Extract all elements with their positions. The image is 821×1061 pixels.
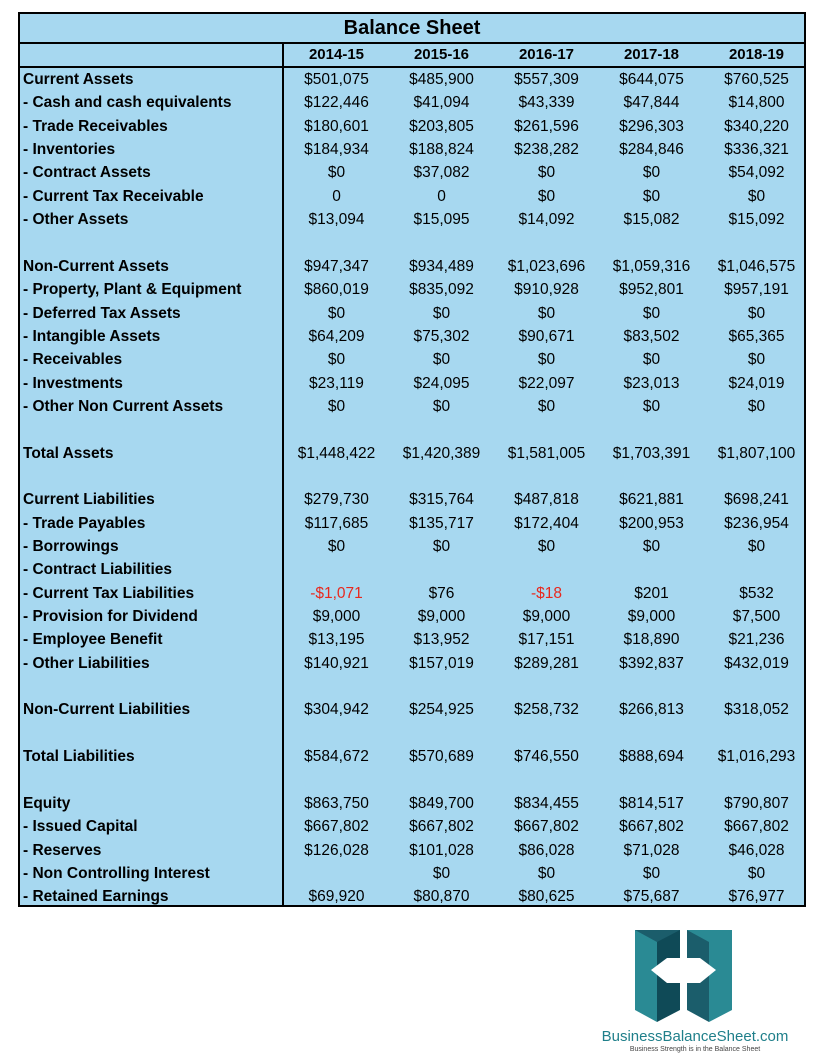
row-label: - Employee Benefit: [23, 631, 163, 649]
row-value-2017-18: $71,028: [623, 841, 680, 859]
year-header-2015-16: 2015-16: [413, 46, 470, 63]
row-value-2016-17: $86,028: [518, 841, 575, 859]
row-value-2017-18: $9,000: [627, 608, 676, 626]
row-value-2015-16: $1,420,389: [402, 444, 481, 462]
table-row: [20, 722, 804, 745]
row-value-2017-18: $952,801: [619, 281, 684, 299]
table-row: [20, 815, 804, 838]
row-value-2015-16: $849,700: [409, 794, 474, 812]
row-label: - Issued Capital: [23, 818, 138, 836]
table-row: [20, 885, 804, 908]
row-value-2016-17: $746,550: [514, 748, 579, 766]
row-label: - Other Liabilities: [23, 654, 150, 672]
row-value-2014-15: $0: [327, 304, 346, 322]
row-value-2014-15: $279,730: [304, 491, 369, 509]
table-row: [20, 68, 804, 91]
row-value-2014-15: $947,347: [304, 257, 369, 275]
row-value-2018-19: $65,365: [728, 327, 785, 345]
row-value-2015-16: $37,082: [413, 164, 470, 182]
row-value-2015-16: $0: [432, 304, 451, 322]
table-row: [20, 839, 804, 862]
row-value-2014-15: $126,028: [304, 841, 369, 859]
row-value-2017-18: $0: [642, 397, 661, 415]
row-value-2016-17: $1,023,696: [507, 257, 586, 275]
row-value-2018-19: $1,016,293: [717, 748, 796, 766]
row-value-2017-18: $0: [642, 864, 661, 882]
table-row: [20, 652, 804, 675]
row-value-2015-16: $203,805: [409, 117, 474, 135]
row-value-2018-19: $336,321: [724, 141, 789, 159]
row-label: Non-Current Assets: [23, 257, 169, 275]
row-value-2018-19: $957,191: [724, 281, 789, 299]
row-label: - Borrowings: [23, 538, 119, 555]
row-value-2014-15: $304,942: [304, 701, 369, 719]
row-label: - Other Assets: [23, 211, 129, 229]
row-label: - Intangible Assets: [23, 327, 161, 345]
table-row: [20, 138, 804, 161]
row-value-2017-18: $392,837: [619, 654, 684, 672]
row-value-2017-18: $23,013: [623, 374, 680, 392]
row-value-2016-17: $90,671: [518, 327, 575, 345]
row-value-2018-19: $0: [747, 351, 766, 369]
table-row: [20, 91, 804, 114]
row-value-2017-18: $284,846: [619, 141, 684, 159]
table-row: [20, 605, 804, 628]
row-value-2018-19: $1,807,100: [717, 444, 796, 462]
table-row: [20, 745, 804, 768]
row-label: - Trade Receivables: [23, 117, 168, 135]
row-value-2015-16: $80,870: [413, 888, 470, 906]
row-value-2016-17: $22,097: [518, 374, 575, 392]
row-value-2015-16: $15,095: [413, 211, 470, 229]
row-value-2016-17: $0: [537, 864, 556, 882]
table-row: [20, 115, 804, 138]
row-value-2015-16: $315,764: [409, 491, 474, 509]
row-value-2018-19: $667,802: [724, 818, 789, 836]
table-row: [20, 255, 804, 278]
row-value-2014-15: $13,195: [308, 631, 365, 649]
year-header-2018-19: 2018-19: [728, 46, 785, 63]
row-label: Non-Current Liabilities: [23, 701, 191, 719]
row-value-2014-15: $0: [327, 538, 346, 555]
row-value-2017-18: $1,703,391: [612, 444, 691, 462]
row-label: - Reserves: [23, 841, 102, 859]
row-value-2017-18: $667,802: [619, 818, 684, 836]
row-value-2017-18: $296,303: [619, 117, 684, 135]
row-value-2018-19: $1,046,575: [717, 257, 796, 275]
year-header-row: [20, 44, 804, 68]
row-value-2014-15: $0: [327, 351, 346, 369]
row-value-2017-18: $644,075: [619, 71, 684, 88]
row-value-2018-19: $0: [747, 864, 766, 882]
row-value-2015-16: $76: [428, 584, 455, 602]
row-value-2018-19: $340,220: [724, 117, 789, 135]
row-value-2018-19: $790,807: [724, 794, 789, 812]
row-value-2016-17: $557,309: [514, 71, 579, 88]
row-value-2014-15: $122,446: [304, 94, 369, 112]
row-value-2014-15: $667,802: [304, 818, 369, 836]
row-value-2018-19: $0: [747, 397, 766, 415]
row-label: - Contract Liabilities: [23, 561, 172, 579]
row-value-2016-17: $17,151: [518, 631, 575, 649]
row-value-2015-16: $157,019: [409, 654, 474, 672]
table-row: [20, 325, 804, 348]
table-row: [20, 488, 804, 511]
table-row: [20, 372, 804, 395]
row-value-2018-19: $46,028: [728, 841, 785, 859]
row-value-2014-15: $69,920: [308, 888, 365, 906]
row-label: Current Liabilities: [23, 491, 155, 509]
row-value-2014-15: $1,448,422: [297, 444, 376, 462]
row-value-2017-18: $201: [634, 584, 669, 602]
row-label: - Deferred Tax Assets: [23, 304, 181, 322]
row-value-2016-17: $14,092: [518, 211, 575, 229]
row-label: - Other Non Current Assets: [23, 397, 224, 415]
row-value-2016-17: $238,282: [514, 141, 579, 159]
row-label: - Property, Plant & Equipment: [23, 281, 242, 299]
row-value-2016-17: $261,596: [514, 117, 579, 135]
year-header-2014-15: 2014-15: [308, 46, 365, 63]
table-row: [20, 442, 804, 465]
row-value-2015-16: $0: [432, 864, 451, 882]
row-label: - Provision for Dividend: [23, 608, 198, 626]
table-row: [20, 628, 804, 651]
row-label: Total Liabilities: [23, 748, 135, 766]
row-value-2014-15: $9,000: [312, 608, 361, 626]
table-row: [20, 582, 804, 605]
row-value-2014-15: $13,094: [308, 211, 365, 229]
row-value-2016-17: $172,404: [514, 514, 579, 532]
table-row: [20, 208, 804, 231]
row-value-2017-18: $15,082: [623, 211, 680, 229]
row-value-2015-16: $0: [432, 351, 451, 369]
row-value-2014-15: $64,209: [308, 327, 365, 345]
row-value-2018-19: $0: [747, 538, 766, 555]
row-value-2018-19: $14,800: [728, 94, 785, 112]
row-value-2017-18: $75,687: [623, 888, 680, 906]
row-value-2016-17: $9,000: [522, 608, 571, 626]
row-value-2014-15: 0: [332, 187, 341, 205]
row-value-2017-18: $200,953: [619, 514, 684, 532]
row-value-2015-16: $254,925: [409, 701, 474, 719]
row-value-2015-16: $13,952: [413, 631, 470, 649]
table-row: [20, 348, 804, 371]
row-label: - Current Tax Receivable: [23, 187, 204, 205]
row-label: Total Assets: [23, 444, 114, 462]
row-value-2014-15: $584,672: [304, 748, 369, 766]
table-row: [20, 161, 804, 184]
table-row: [20, 418, 804, 441]
row-value-2016-17: $487,818: [514, 491, 579, 509]
row-value-2017-18: $1,059,316: [612, 257, 691, 275]
row-value-2016-17: $0: [537, 397, 556, 415]
row-value-2017-18: $47,844: [623, 94, 680, 112]
row-value-2015-16: $135,717: [409, 514, 474, 532]
row-value-2018-19: $7,500: [732, 608, 781, 626]
row-value-2015-16: $570,689: [409, 748, 474, 766]
row-value-2014-15: -$1,071: [310, 584, 363, 602]
row-value-2018-19: $21,236: [728, 631, 785, 649]
row-label: - Contract Assets: [23, 164, 151, 182]
row-value-2015-16: $0: [432, 397, 451, 415]
row-value-2018-19: $24,019: [728, 374, 785, 392]
table-row: [20, 395, 804, 418]
row-label: - Trade Payables: [23, 514, 146, 532]
balance-sheet-table: [18, 12, 806, 907]
row-value-2016-17: $0: [537, 187, 556, 205]
table-row: [20, 465, 804, 488]
row-value-2017-18: $888,694: [619, 748, 684, 766]
sheet-title: Balance Sheet: [20, 14, 804, 44]
row-label: - Investments: [23, 374, 123, 392]
row-value-2015-16: $41,094: [413, 94, 470, 112]
table-row: [20, 558, 804, 581]
row-value-2017-18: $0: [642, 351, 661, 369]
table-row: [20, 535, 804, 558]
row-value-2016-17: $910,928: [514, 281, 579, 299]
logo-tagline: Business Strength is in the Balance Sheet: [629, 1046, 761, 1053]
row-value-2015-16: $835,092: [409, 281, 474, 299]
row-label: - Receivables: [23, 351, 123, 369]
table-row: [20, 698, 804, 721]
row-label: - Inventories: [23, 141, 116, 159]
row-value-2016-17: $258,732: [514, 701, 579, 719]
table-row: [20, 792, 804, 815]
row-value-2017-18: $18,890: [623, 631, 680, 649]
row-value-2016-17: $0: [537, 538, 556, 555]
row-value-2015-16: $188,824: [409, 141, 474, 159]
row-label: - Retained Earnings: [23, 888, 169, 906]
row-value-2016-17: $834,455: [514, 794, 579, 812]
table-row: [20, 278, 804, 301]
row-label: - Cash and cash equivalents: [23, 94, 232, 112]
row-value-2017-18: $0: [642, 538, 661, 555]
row-value-2014-15: $184,934: [304, 141, 369, 159]
row-value-2018-19: $432,019: [724, 654, 789, 672]
row-value-2015-16: $0: [432, 538, 451, 555]
row-value-2018-19: $532: [739, 584, 774, 602]
row-value-2017-18: $621,881: [619, 491, 684, 509]
row-value-2015-16: $9,000: [417, 608, 466, 626]
row-value-2014-15: $23,119: [309, 374, 364, 392]
row-value-2016-17: -$18: [530, 584, 563, 602]
row-value-2017-18: $83,502: [623, 327, 680, 345]
table-row: [20, 769, 804, 792]
row-value-2018-19: $236,954: [724, 514, 789, 532]
table-row: [20, 231, 804, 254]
row-value-2014-15: $0: [327, 397, 346, 415]
row-value-2016-17: $289,281: [514, 654, 579, 672]
table-row: [20, 512, 804, 535]
table-row: [20, 675, 804, 698]
row-label: - Current Tax Liabilities: [23, 584, 195, 602]
row-value-2018-19: $0: [747, 187, 766, 205]
logo-cube-icon: [595, 928, 795, 1028]
row-value-2018-19: $318,052: [724, 701, 789, 719]
row-label: - Non Controlling Interest: [23, 864, 210, 882]
row-value-2016-17: $80,625: [518, 888, 575, 906]
row-label: Current Assets: [23, 71, 134, 88]
row-value-2018-19: $760,525: [724, 71, 789, 88]
logo-wordmark: BusinessBalanceSheet.com: [601, 1028, 789, 1045]
table-row: [20, 862, 804, 885]
table-row: [20, 302, 804, 325]
row-value-2016-17: $0: [537, 164, 556, 182]
row-label: Equity: [23, 794, 71, 812]
row-value-2017-18: $0: [642, 304, 661, 322]
business-balance-sheet-logo: [595, 928, 805, 1058]
row-value-2015-16: 0: [437, 187, 446, 205]
row-value-2014-15: $501,075: [304, 71, 369, 88]
row-value-2015-16: $75,302: [413, 327, 470, 345]
row-value-2015-16: $667,802: [409, 818, 474, 836]
row-value-2016-17: $1,581,005: [507, 444, 586, 462]
table-row: [20, 185, 804, 208]
row-value-2017-18: $814,517: [619, 794, 684, 812]
row-value-2014-15: $863,750: [304, 794, 369, 812]
row-value-2017-18: $0: [642, 187, 661, 205]
row-value-2016-17: $667,802: [514, 818, 579, 836]
row-value-2017-18: $266,813: [619, 701, 684, 719]
year-header-2017-18: 2017-18: [623, 46, 680, 63]
row-value-2015-16: $24,095: [413, 374, 470, 392]
row-value-2015-16: $485,900: [409, 71, 474, 88]
row-value-2015-16: $934,489: [409, 257, 474, 275]
row-value-2018-19: $0: [747, 304, 766, 322]
row-value-2016-17: $0: [537, 351, 556, 369]
row-value-2014-15: $180,601: [304, 117, 369, 135]
row-value-2014-15: $0: [327, 164, 346, 182]
row-value-2018-19: $15,092: [728, 211, 785, 229]
row-value-2014-15: $140,921: [304, 654, 369, 672]
row-value-2018-19: $698,241: [724, 491, 789, 509]
row-value-2018-19: $54,092: [728, 164, 785, 182]
row-value-2014-15: $117,685: [304, 514, 369, 532]
row-value-2017-18: $0: [642, 164, 661, 182]
row-value-2016-17: $43,339: [518, 94, 575, 112]
row-value-2016-17: $0: [537, 304, 556, 322]
row-value-2014-15: $860,019: [304, 281, 369, 299]
row-value-2018-19: $76,977: [728, 888, 785, 906]
year-header-2016-17: 2016-17: [518, 46, 575, 63]
row-value-2015-16: $101,028: [409, 841, 474, 859]
